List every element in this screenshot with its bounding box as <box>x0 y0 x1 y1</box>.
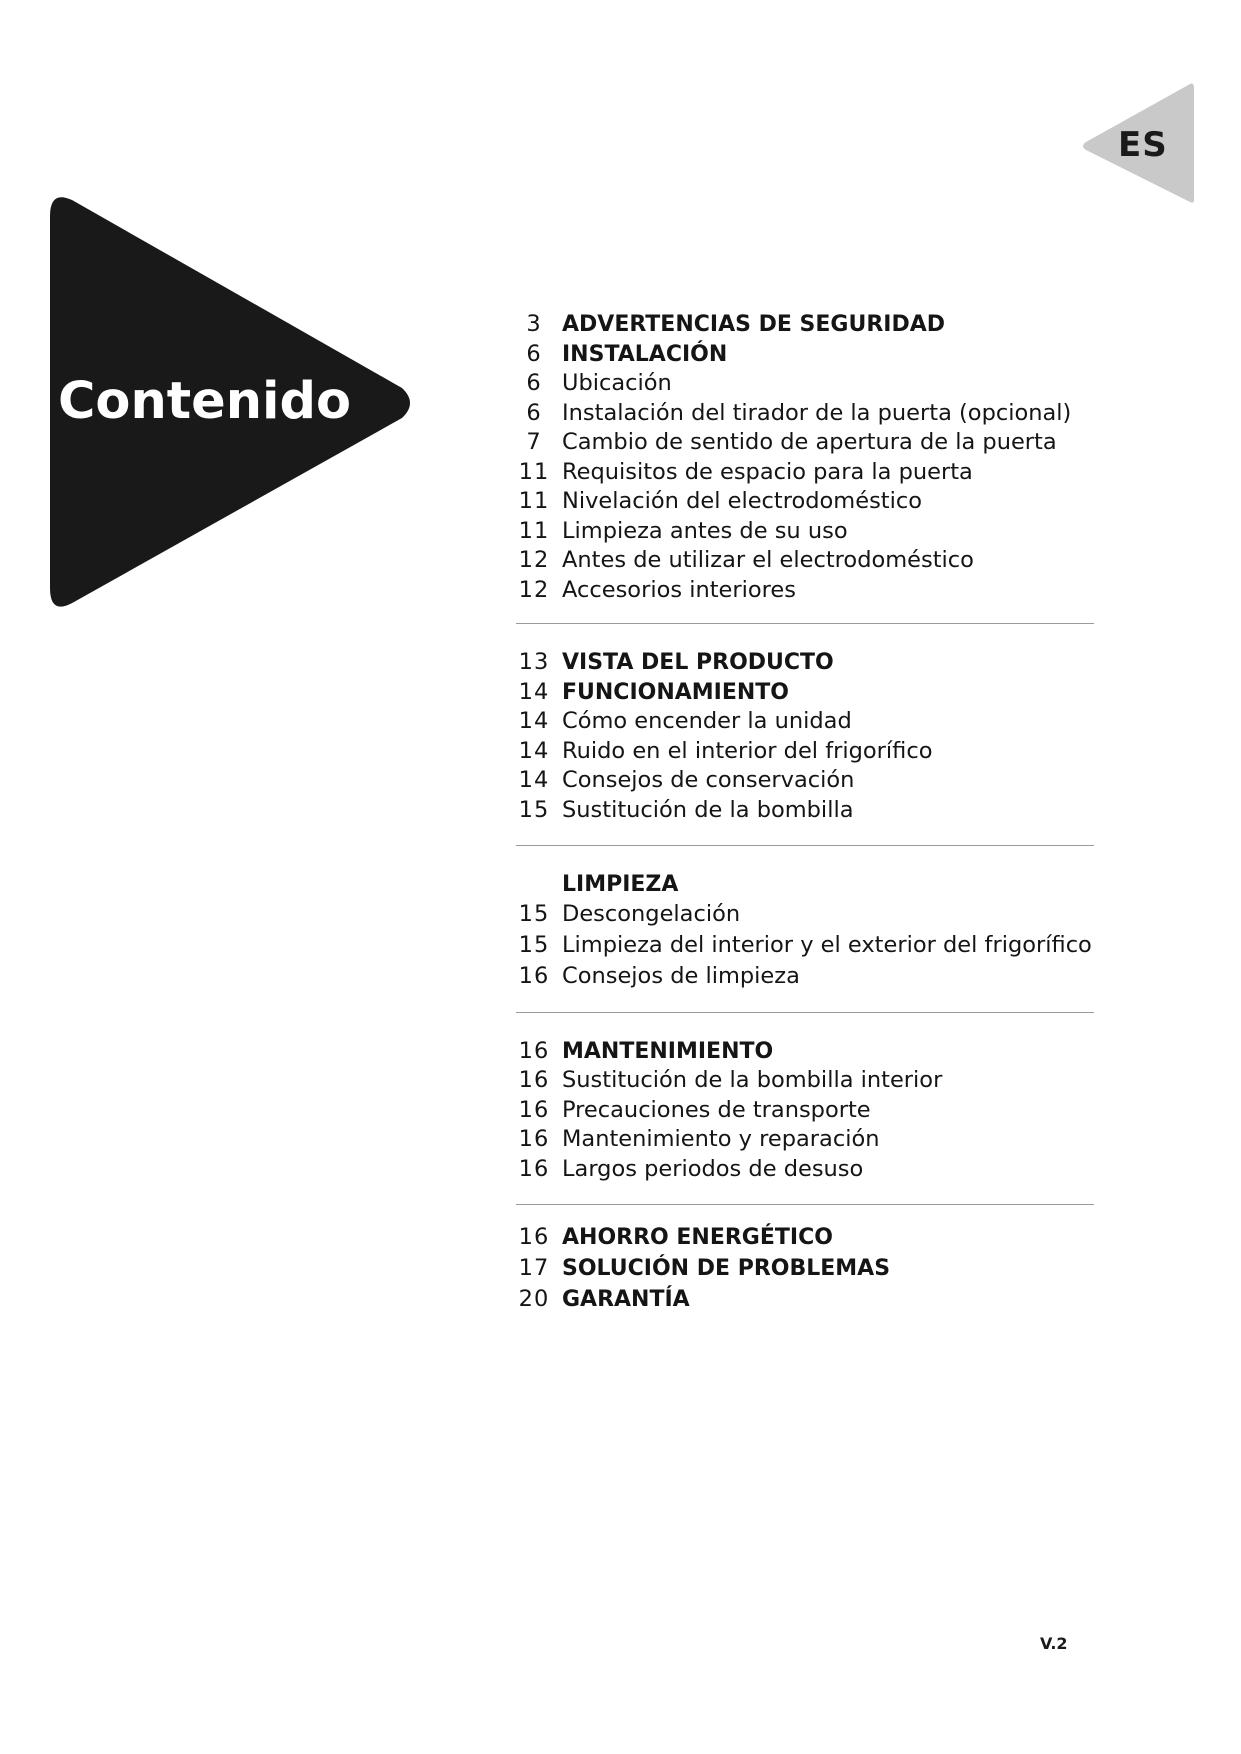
toc-page-number: 11 <box>518 488 550 514</box>
toc-entry-label: Accesorios interiores <box>562 576 796 603</box>
toc-page-number: 14 <box>518 708 550 734</box>
toc-page-number: 15 <box>518 796 550 823</box>
toc-entry-label: LIMPIEZA <box>562 872 679 897</box>
toc-page-number: 16 <box>518 963 550 989</box>
toc-entry-label: Ubicación <box>562 370 672 396</box>
toc-group-installation <box>506 310 1106 605</box>
toc-page-number: 7 <box>526 429 542 455</box>
toc-entry[interactable] <box>506 962 1106 992</box>
toc-entry-label: Antes de utilizar el electrodoméstico <box>562 547 974 573</box>
toc-entry[interactable] <box>506 766 1106 796</box>
toc-group-maintenance <box>506 1037 1106 1185</box>
toc-entry[interactable] <box>506 1096 1106 1126</box>
toc-page-number: 16 <box>518 1067 550 1093</box>
toc-entry[interactable] <box>506 1223 1106 1254</box>
toc-page-number: 17 <box>518 1255 550 1281</box>
toc-entry-label: VISTA DEL PRODUCTO <box>562 650 834 675</box>
toc-entry-label: Descongelación <box>562 900 741 927</box>
toc-entry[interactable] <box>506 487 1106 517</box>
toc-entry-label: SOLUCIÓN DE PROBLEMAS <box>562 1256 891 1281</box>
toc-entry[interactable] <box>506 517 1106 547</box>
toc-page-number: 20 <box>518 1286 550 1312</box>
toc-page-number: 14 <box>518 678 550 705</box>
toc-entry-label: Sustitución de la bombilla <box>562 796 854 823</box>
toc-page-number: 16 <box>518 1037 550 1064</box>
toc-entry[interactable] <box>506 576 1106 606</box>
section-divider <box>516 1204 1094 1205</box>
toc-entry-label: Nivelación del electrodoméstico <box>562 488 922 514</box>
toc-page-number: 6 <box>526 399 542 426</box>
toc-entry-label: FUNCIONAMIENTO <box>562 679 790 705</box>
toc-page-number: 16 <box>518 1224 550 1250</box>
toc-entry[interactable] <box>506 900 1106 930</box>
page-title: Contenido <box>58 372 352 431</box>
toc-page-number: 16 <box>518 1126 550 1152</box>
toc-entry[interactable] <box>506 678 1106 708</box>
toc-entry[interactable] <box>506 1254 1106 1285</box>
toc-entry-label: ADVERTENCIAS DE SEGURIDAD <box>562 312 946 337</box>
table-of-contents <box>506 310 1106 1316</box>
toc-entry-label: Consejos de limpieza <box>562 963 800 989</box>
toc-entry-label: Instalación del tirador de la puerta (opcional) <box>562 399 1072 426</box>
toc-entry[interactable] <box>506 1037 1106 1067</box>
toc-entry[interactable] <box>506 399 1106 429</box>
toc-page-number: 14 <box>518 737 550 764</box>
toc-entry-label: MANTENIMIENTO <box>562 1038 774 1064</box>
section-divider <box>516 623 1094 624</box>
toc-page-number: 15 <box>518 900 550 927</box>
toc-entry[interactable] <box>506 458 1106 488</box>
toc-page-number: 13 <box>518 649 550 675</box>
toc-entry-label: GARANTÍA <box>562 1287 690 1312</box>
toc-entry[interactable] <box>506 707 1106 737</box>
toc-entry[interactable] <box>506 310 1106 340</box>
toc-entry-label: Cómo encender la unidad <box>562 708 852 734</box>
toc-page-number: 12 <box>518 576 550 603</box>
toc-entry[interactable] <box>506 1155 1106 1185</box>
toc-entry[interactable] <box>506 1125 1106 1155</box>
toc-entry[interactable] <box>506 929 1106 962</box>
toc-page-number: 14 <box>518 767 550 793</box>
toc-page-number: 11 <box>518 458 550 485</box>
toc-entry-label: AHORRO ENERGÉTICO <box>562 1225 833 1250</box>
toc-entry[interactable] <box>506 796 1106 826</box>
toc-page-number: 15 <box>518 932 550 958</box>
toc-page-number: 16 <box>518 1155 550 1182</box>
section-divider <box>516 1012 1094 1013</box>
toc-entry-label: Cambio de sentido de apertura de la puerta <box>562 429 1057 455</box>
toc-entry[interactable] <box>506 546 1106 576</box>
toc-entry-label: INSTALACIÓN <box>562 341 728 367</box>
toc-entry[interactable] <box>506 870 1106 900</box>
toc-entry-label: Consejos de conservación <box>562 767 855 793</box>
section-divider <box>516 845 1094 846</box>
toc-page-number: 11 <box>518 517 550 544</box>
toc-entry-label: Ruido en el interior del frigorífico <box>562 737 933 764</box>
toc-entry-label: Precauciones de transporte <box>562 1096 871 1123</box>
toc-group-operation <box>506 648 1106 825</box>
toc-entry[interactable] <box>506 1285 1106 1316</box>
toc-entry[interactable] <box>506 1066 1106 1096</box>
toc-page-number: 3 <box>526 311 542 337</box>
toc-entry-label: Limpieza antes de su uso <box>562 517 848 544</box>
toc-entry[interactable] <box>506 340 1106 370</box>
toc-entry-label: Limpieza del interior y el exterior del frigorífico <box>562 932 1092 958</box>
toc-entry[interactable] <box>506 369 1106 399</box>
toc-group-cleaning <box>506 870 1106 992</box>
version-label: V.2 <box>1040 1634 1068 1653</box>
toc-entry-label: Sustitución de la bombilla interior <box>562 1067 943 1093</box>
toc-entry[interactable] <box>506 648 1106 678</box>
toc-page-number: 16 <box>518 1096 550 1123</box>
toc-entry[interactable] <box>506 428 1106 458</box>
toc-page-number: 6 <box>526 370 542 396</box>
toc-entry-label: Requisitos de espacio para la puerta <box>562 458 973 485</box>
toc-group-other <box>506 1223 1106 1316</box>
toc-page-number: 6 <box>526 340 542 367</box>
toc-entry[interactable] <box>506 737 1106 767</box>
toc-page-number: 12 <box>518 547 550 573</box>
toc-entry-label: Largos periodos de desuso <box>562 1155 864 1182</box>
language-label: ES <box>1118 125 1168 165</box>
toc-entry-label: Mantenimiento y reparación <box>562 1126 880 1152</box>
